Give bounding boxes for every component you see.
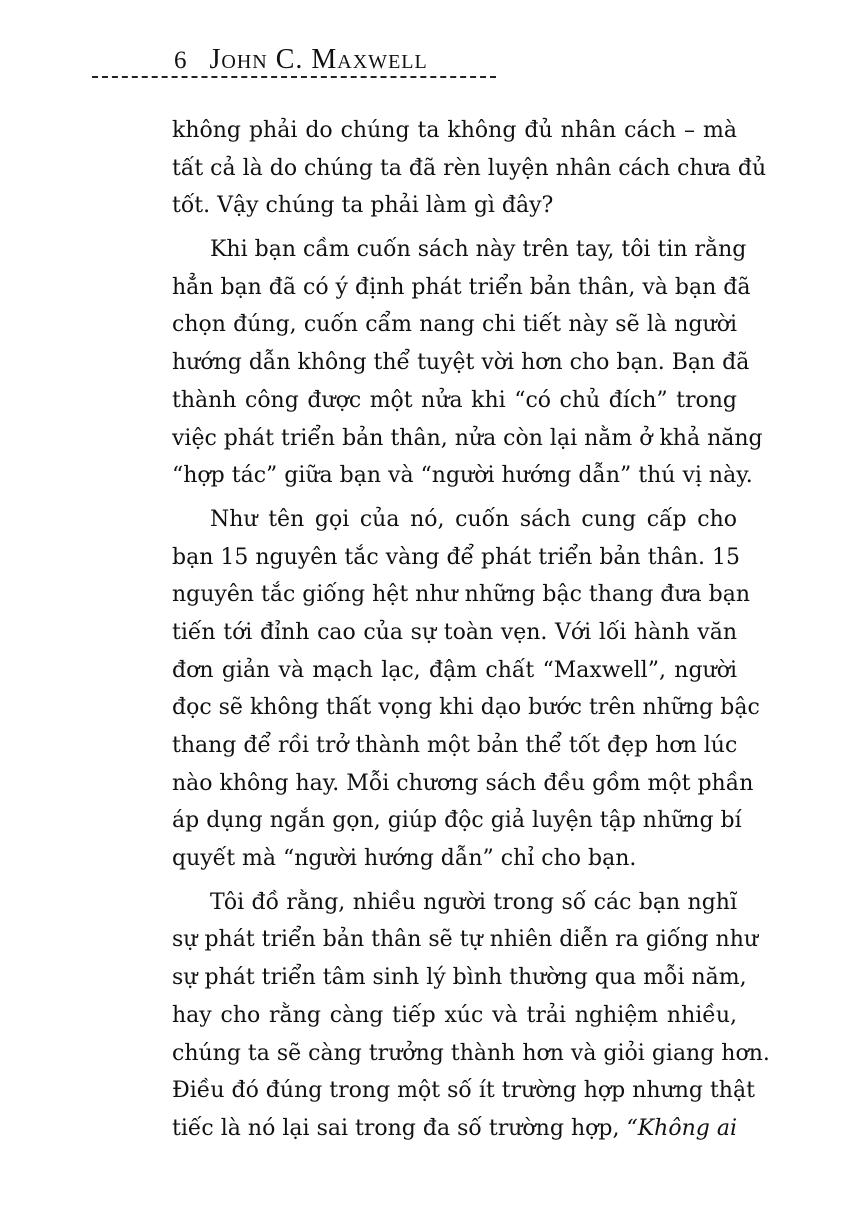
- text-line: [172, 1110, 737, 1148]
- paragraph: [172, 501, 760, 878]
- text-line: không phải do chúng ta không đủ nhân cách – mà: [172, 118, 737, 143]
- text-line: việc phát triển bản thân, nửa còn lại nằm ở khả năng: [172, 425, 763, 451]
- text-line: đơn giản và mạch lạc, đậm chất “Maxwell”, người: [172, 657, 737, 683]
- text-line: quyết mà “người hướng dẫn” chỉ cho bạn.: [172, 846, 637, 872]
- text-line: Như tên gọi của nó, cuốn sách cung cấp cho: [210, 506, 737, 532]
- text-line: hướng dẫn không thể tuyệt vời hơn cho bạn. Bạn đã: [172, 350, 750, 376]
- text-line: nguyên tắc giống hệt như những bậc thang đưa bạn: [172, 582, 751, 608]
- text-line: bạn 15 nguyên tắc vàng để phát triển bản thân. 15: [172, 544, 740, 570]
- text-line: Khi bạn cầm cuốn sách này trên tay, tôi tin rằng: [210, 237, 747, 263]
- text-line: “hợp tác” giữa bạn và “người hướng dẫn” thú vị này.: [172, 463, 753, 489]
- text-line: hay cho rằng càng tiếp xúc và trải nghiệm nhiều,: [172, 1002, 737, 1028]
- text-line: nào không hay. Mỗi chương sách đều gồm một phần: [172, 770, 754, 796]
- text-line: chọn đúng, cuốn cẩm nang chi tiết này sẽ là người: [172, 312, 737, 338]
- paragraph: [172, 112, 767, 225]
- text-line: tất cả là do chúng ta đã rèn luyện nhân cách chưa đủ: [172, 155, 767, 181]
- body-text: [172, 112, 770, 1148]
- text-line: thành công được một nửa khi “có chủ đích” trong: [172, 387, 737, 413]
- text-line: hẳn bạn đã có ý định phát triển bản thân, và bạn đã: [172, 274, 751, 300]
- page-number: 6: [174, 47, 188, 74]
- text-line: áp dụng ngắn gọn, giúp độc giả luyện tập những bí: [172, 808, 742, 834]
- running-header-author: John C. Maxwell: [209, 44, 428, 75]
- paragraph: [172, 884, 770, 1148]
- text-line: thang để rồi trở thành một bản thể tốt đẹp hơn lúc: [172, 733, 738, 758]
- italic-quote: “Không ai: [626, 1115, 737, 1141]
- text-line: tốt. Vậy chúng ta phải làm gì đây?: [172, 193, 554, 219]
- text-line: sự phát triển bản thân sẽ tự nhiên diễn ra giống như: [172, 927, 759, 953]
- running-header: [174, 44, 428, 76]
- text-line: Điều đó đúng trong một số ít trường hợp nhưng thật: [172, 1078, 755, 1104]
- text-line: chúng ta sẽ càng trưởng thành hơn và giỏi giang hơn.: [172, 1040, 770, 1066]
- paragraph: [172, 231, 763, 495]
- text-line: đọc sẽ không thất vọng khi dạo bước trên những bậc: [172, 695, 760, 721]
- text-line: tiến tới đỉnh cao của sự toàn vẹn. Với lối hành văn: [172, 619, 737, 645]
- header-divider: [92, 76, 496, 78]
- text-line: Tôi đồ rằng, nhiều người trong số các bạn nghĩ: [210, 889, 737, 915]
- text-line: sự phát triển tâm sinh lý bình thường qua mỗi năm,: [172, 965, 747, 991]
- text-line-content: tiếc là nó lại sai trong đa số trường hợp,: [172, 1115, 627, 1141]
